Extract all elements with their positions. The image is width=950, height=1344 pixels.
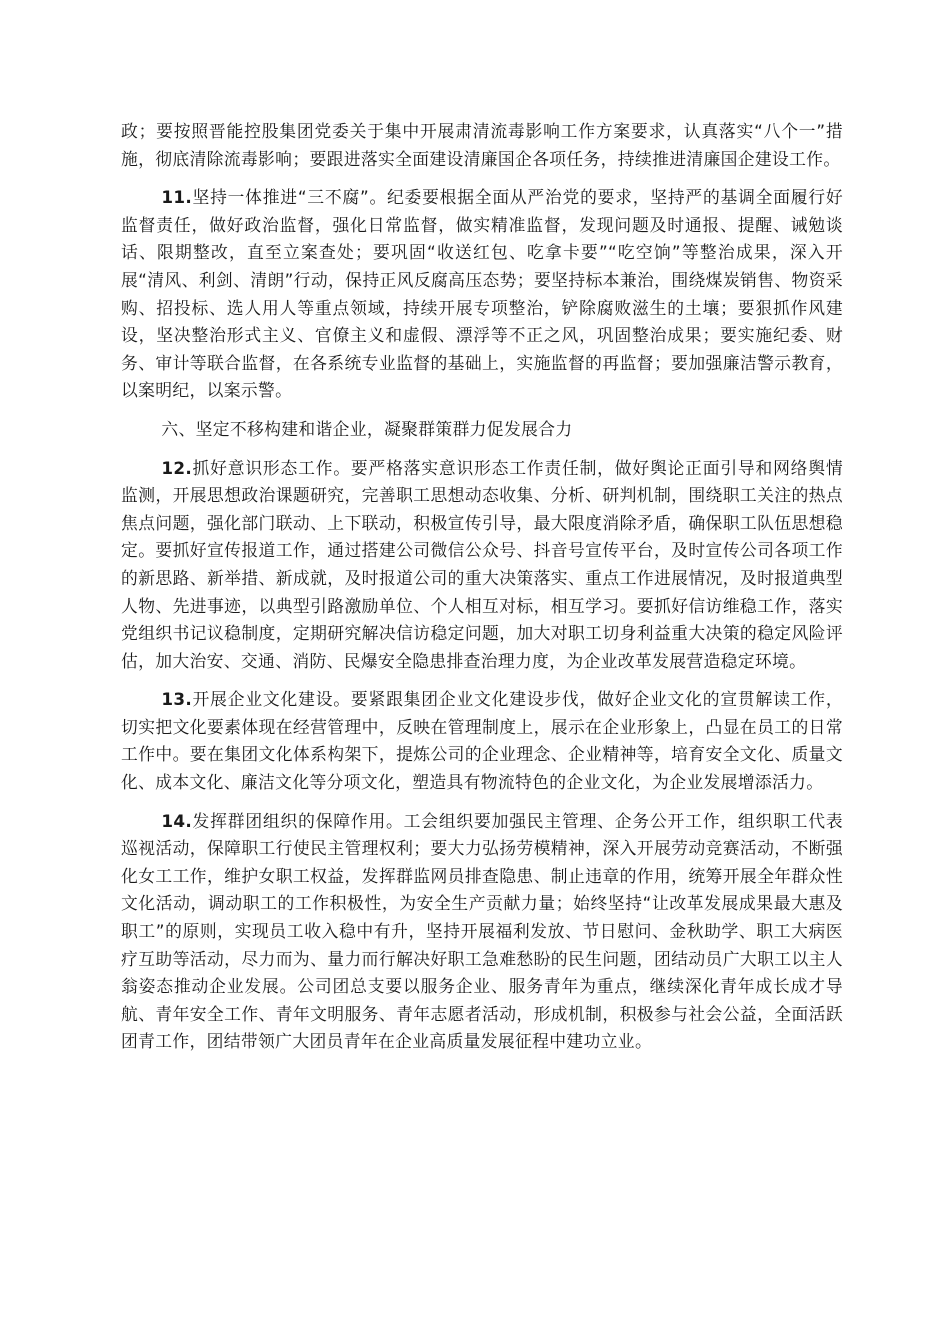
item-text: 要紧跟集团企业文化建设步伐，做好企业文化的宣贯解读工作，切实把文化要素体现在经营管理中，反映在管理制度上，展示在企业形象上，凸显在员工的日常工作中。要在集团文化体系构架下，提炼公司的企业理念、企业精神等，培育安全文化、质量文化、成本文化、廉洁文化等分项文化，塑造具有物流特色的企业文化，为企业发展增添活力。 <box>121 689 843 793</box>
paragraph-item-14 <box>121 808 843 1056</box>
document-page <box>121 118 843 1056</box>
paragraph-item-13 <box>121 686 843 796</box>
item-text: 纪委要根据全面从严治党的要求，坚持严的基调全面履行好监督责任，做好政治监督，强化日常监督，做实精准监督，发现问题及时通报、提醒、诫勉谈话、限期整改，直至立案查处；要巩固“收送红包、吃拿卡要”“吃空饷”等整治成果，深入开展“清风、利剑、清朗”行动，保持正风反腐高压态势；要坚持标本兼治，围绕煤炭销售、物资采购、招投标、选人用人等重点领域，持续开展专项整治，铲除腐败滋生的土壤；要狠抓作风建设，坚决整治形式主义、官僚主义和虚假、漂浮等不正之风，巩固整治成果；要实施纪委、财务、审计等联合监督，在各系统专业监督的基础上，实施监督的再监督；要加强廉洁警示教育，以案明纪，以案示警。 <box>121 187 843 401</box>
paragraph-item-11 <box>121 184 843 405</box>
item-number: 13. <box>161 689 193 710</box>
item-text: 工会组织要加强民主管理、企务公开工作，组织职工代表巡视活动，保障职工行使民主管理权利；要大力弘扬劳模精神，深入开展劳动竞赛活动，不断强化女工工作，维护女职工权益，发挥群监网员排查隐患、制止违章的作用，统筹开展全年群众性文化活动，调动职工的工作积极性，为安全生产贡献力量；始终坚持“让改革发展成果最大惠及职工”的原则，实现员工收入稳中有升，坚持开展福利发放、节日慰问、金秋助学、职工大病医疗互助等活动，尽力而为、量力而行解决好职工急难愁盼的民生问题，团结动员广大职工以主人翁姿态推动企业发展。公司团总支要以服务企业、服务青年为重点，继续深化青年成长成才导航、青年安全工作、青年文明服务、青年志愿者活动，形成机制，积极参与社会公益，全面活跃团青工作，团结带领广大团员青年在企业高质量发展征程中建功立业。 <box>121 810 843 1052</box>
item-number: 12. <box>161 457 193 478</box>
paragraph-text: 政；要按照晋能控股集团党委关于集中开展肃清流毒影响工作方案要求，认真落实“八个一”措施，彻底清除流毒影响；要跟进落实全面建设清廉国企各项任务，持续推进清廉国企建设工作。 <box>121 121 843 169</box>
item-number: 11. <box>161 187 193 208</box>
item-title: 发挥群团组织的保障作用。 <box>192 810 404 831</box>
paragraph-item-12 <box>121 455 843 676</box>
item-title: 开展企业文化建设。 <box>192 689 351 710</box>
item-number: 14. <box>161 810 193 831</box>
section-heading: 六、坚定不移构建和谐企业，凝聚群策群力促发展合力 <box>161 418 573 439</box>
item-title: 抓好意识形态工作。 <box>192 457 351 478</box>
item-text: 要严格落实意识形态工作责任制，做好舆论正面引导和网络舆情监测，开展思想政治课题研究，完善职工思想动态收集、分析、研判机制，围绕职工关注的热点焦点问题，强化部门联动、上下联动，积极宣传引导，最大限度消除矛盾，确保职工队伍思想稳定。要抓好宣传报道工作，通过搭建公司微信公众号、抖音号宣传平台，及时宣传公司各项工作的新思路、新举措、新成就，及时报道公司的重大决策落实、重点工作进展情况，及时报道典型人物、先进事迹，以典型引路激励单位、个人相互对标，相互学习。要抓好信访维稳工作，落实党组织书记议稳制度，定期研究解决信访稳定问题，加大对职工切身利益重大决策的稳定风险评估，加大治安、交通、消防、民爆安全隐患排查治理力度，为企业改革发展营造稳定环境。 <box>121 457 843 671</box>
item-title: 坚持一体推进“三不腐”。 <box>192 187 387 208</box>
continued-paragraph <box>121 118 843 173</box>
